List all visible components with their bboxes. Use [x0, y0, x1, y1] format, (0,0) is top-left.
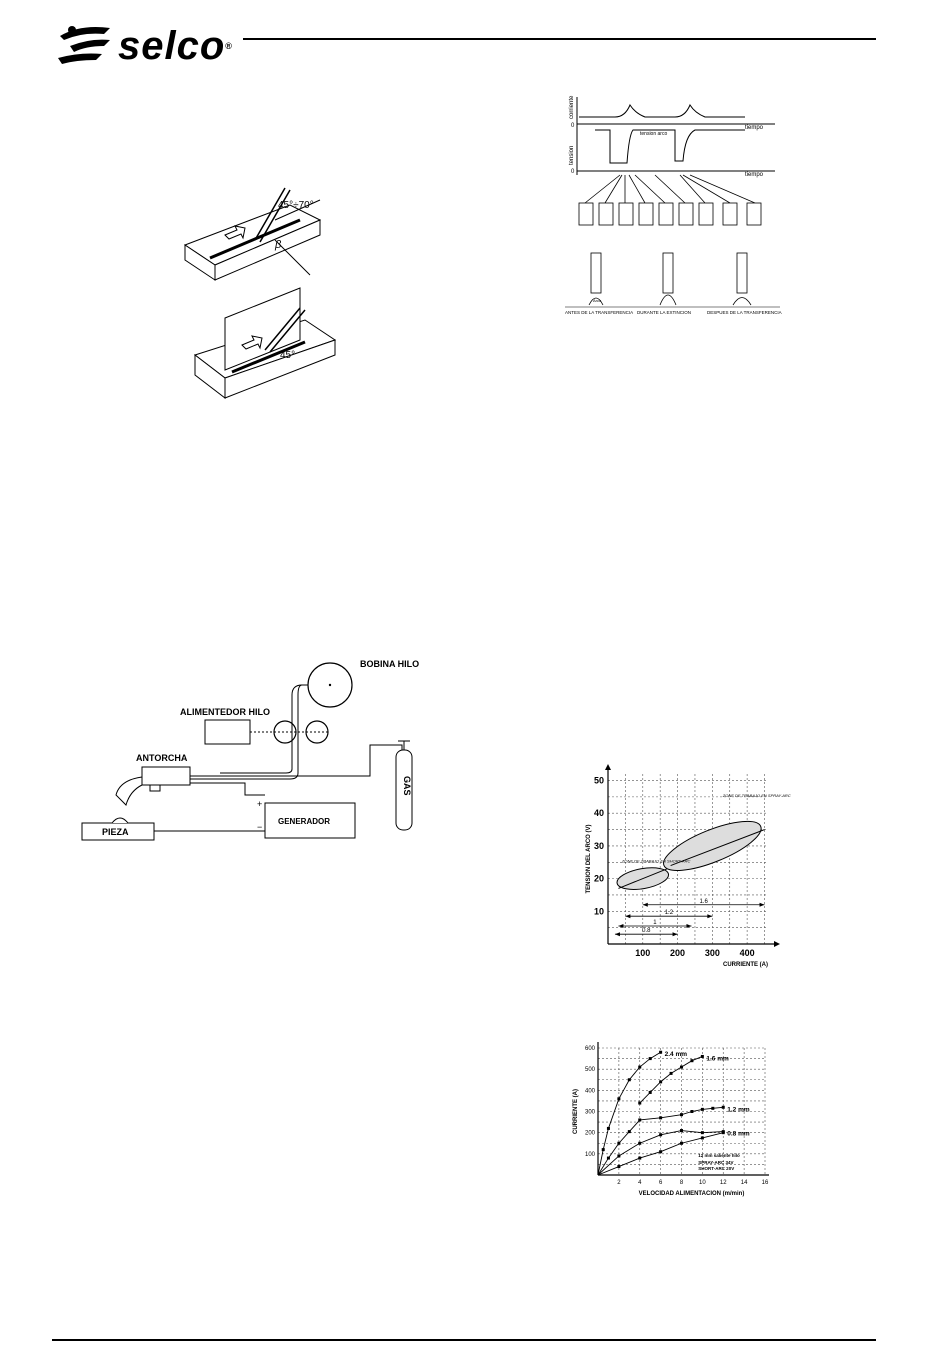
data-point	[638, 1102, 641, 1105]
x-tick-label: 8	[679, 1180, 684, 1186]
data-point	[602, 1148, 605, 1151]
antes-transferencia-label: ANTES DE LA TRANSFERENCIA	[565, 310, 634, 315]
y-tick-label: 10	[593, 906, 604, 917]
x-tick-label: 4	[638, 1180, 642, 1186]
range-arrow-right	[760, 903, 765, 907]
pieza-label: PIEZA	[102, 827, 129, 837]
corriente-axis-label: corriente	[569, 95, 575, 119]
data-point	[638, 1066, 641, 1069]
y-tick-label: 500	[584, 1067, 595, 1074]
data-point	[617, 1165, 620, 1168]
y-axis-arrow	[605, 764, 611, 770]
data-point	[701, 1131, 704, 1134]
arco-label: Arco	[593, 298, 602, 303]
bobina-hilo-label: BOBINA HILO	[360, 659, 420, 669]
data-point	[680, 1066, 683, 1069]
range-label: 0.8	[642, 928, 651, 935]
range-arrow-left	[643, 903, 648, 907]
data-point	[607, 1127, 610, 1130]
data-point	[649, 1091, 652, 1094]
x-tick-label: 12	[719, 1180, 727, 1186]
data-point	[701, 1108, 704, 1111]
data-point	[659, 1080, 662, 1083]
y-axis-label: TENSION DEL ARCO (V)	[586, 824, 592, 894]
torch-beta-label: β	[275, 239, 282, 251]
x-axis-arrow	[774, 941, 780, 947]
legend-item: SPRAY-ARC 34V	[698, 1160, 734, 1166]
data-point	[659, 1051, 662, 1054]
x-tick-label: 2	[617, 1180, 621, 1186]
data-point	[722, 1106, 725, 1109]
data-point	[607, 1157, 610, 1160]
range-label: 1.6	[699, 898, 708, 905]
data-point	[670, 1072, 673, 1075]
y-tick-label: 300	[584, 1109, 595, 1116]
x-tick-label: 300	[704, 948, 720, 958]
durante-extincion-label: DURANTE LA EXTINCION	[637, 310, 692, 315]
footer-rule	[52, 1339, 876, 1341]
y-tick-label: 40	[593, 808, 604, 819]
series-label: 1.2 mm	[727, 1106, 750, 1114]
legend-title: 12 mm saliente hilo	[698, 1153, 740, 1159]
data-point	[701, 1055, 704, 1058]
range-arrow-right	[707, 914, 712, 918]
range-arrow-left	[615, 932, 620, 936]
tension-arco-label: tension arco	[640, 131, 668, 137]
x-axis-label: VELOCIDAD ALIMENTACION (m/min)	[638, 1191, 745, 1197]
series-label: 0.8 mm	[727, 1130, 750, 1138]
data-point	[659, 1116, 662, 1119]
y-tick-label: 600	[584, 1046, 595, 1052]
chart-tension-corriente	[578, 762, 791, 974]
y-tick-label: 30	[593, 840, 604, 851]
logo-wordmark	[118, 26, 233, 66]
series-label: 2.4 mm	[664, 1051, 688, 1059]
x-tick-label: 200	[670, 948, 686, 958]
alimentador-hilo-label: ALIMENTEDOR HILO	[180, 707, 270, 717]
data-point	[638, 1142, 641, 1145]
y-tick-label: 100	[584, 1151, 595, 1158]
welding-system-diagram	[80, 655, 440, 850]
data-point	[680, 1142, 683, 1145]
data-point	[690, 1059, 693, 1062]
x-tick-label: 16	[761, 1180, 769, 1186]
range-label: 1.2	[664, 910, 674, 917]
tiempo-label-1: tiempo	[745, 125, 764, 131]
data-point	[680, 1113, 683, 1116]
short-arc-annotation: ZONE DE TRABAJO EN SHORT-ARC	[621, 858, 691, 864]
generador-minus: −	[257, 822, 263, 832]
x-tick-label: 14	[740, 1180, 748, 1186]
generador-plus: +	[257, 799, 263, 809]
torch-angle-label: 45°÷70°	[278, 200, 314, 211]
x-tick-label: 400	[739, 948, 755, 958]
y-tick-label: 200	[584, 1130, 595, 1137]
antorcha-label: ANTORCHA	[136, 753, 188, 763]
legend-item: SHORT-ARC 20V	[698, 1166, 735, 1172]
x-tick-label: 10	[699, 1180, 706, 1186]
gas-label: GAS	[402, 776, 412, 796]
despues-transferencia-label: DESPUES DE LA TRANSFERENCIA	[707, 310, 782, 315]
chart-corriente-velocidad	[565, 1030, 780, 1200]
zero-label-2: 0	[571, 169, 575, 175]
data-point	[690, 1110, 693, 1113]
range-arrow-left	[625, 914, 630, 918]
y-tick-label: 400	[584, 1088, 595, 1095]
data-point	[617, 1097, 620, 1100]
data-point	[701, 1136, 704, 1139]
header-rule	[243, 38, 876, 40]
series-label: 1.6 mm	[706, 1055, 729, 1063]
data-point	[638, 1118, 641, 1121]
range-arrow-right	[673, 932, 678, 936]
y-tick-label: 20	[593, 873, 604, 884]
transfer-waveform-figure	[565, 95, 785, 320]
zero-label-1: 0	[571, 123, 575, 129]
data-point	[711, 1107, 714, 1110]
spray-arc-zone	[658, 812, 767, 881]
x-tick-label: 6	[658, 1180, 663, 1186]
x-axis-label: CURRIENTE (A)	[723, 962, 768, 968]
data-point	[659, 1150, 662, 1153]
data-point	[617, 1142, 620, 1145]
registered-mark: ®	[225, 41, 233, 51]
data-point	[628, 1130, 631, 1133]
logo-swoosh-icon	[52, 18, 122, 68]
generador-label: GENERADOR	[278, 817, 331, 826]
tiempo-label-2: tiempo	[745, 172, 764, 178]
data-point	[628, 1078, 631, 1081]
logo-text: selco	[118, 24, 226, 68]
spray-arc-annotation: ZONE DE TRABAJO EN SPRAY-ARC	[722, 792, 791, 798]
data-point	[638, 1157, 641, 1160]
tension-axis-label: tension	[569, 145, 575, 165]
y-tick-label: 50	[593, 775, 604, 786]
torch-angle2-label: 45°	[280, 350, 296, 361]
data-point	[722, 1131, 725, 1134]
data-point	[617, 1154, 620, 1157]
data-point	[659, 1133, 662, 1136]
torch-angle-figure	[180, 180, 350, 410]
x-tick-label: 100	[635, 948, 651, 958]
data-point	[680, 1129, 683, 1132]
range-label: 1	[653, 920, 657, 927]
y-axis-label: CURRIENTE (A)	[573, 1089, 579, 1134]
data-point	[649, 1057, 652, 1060]
